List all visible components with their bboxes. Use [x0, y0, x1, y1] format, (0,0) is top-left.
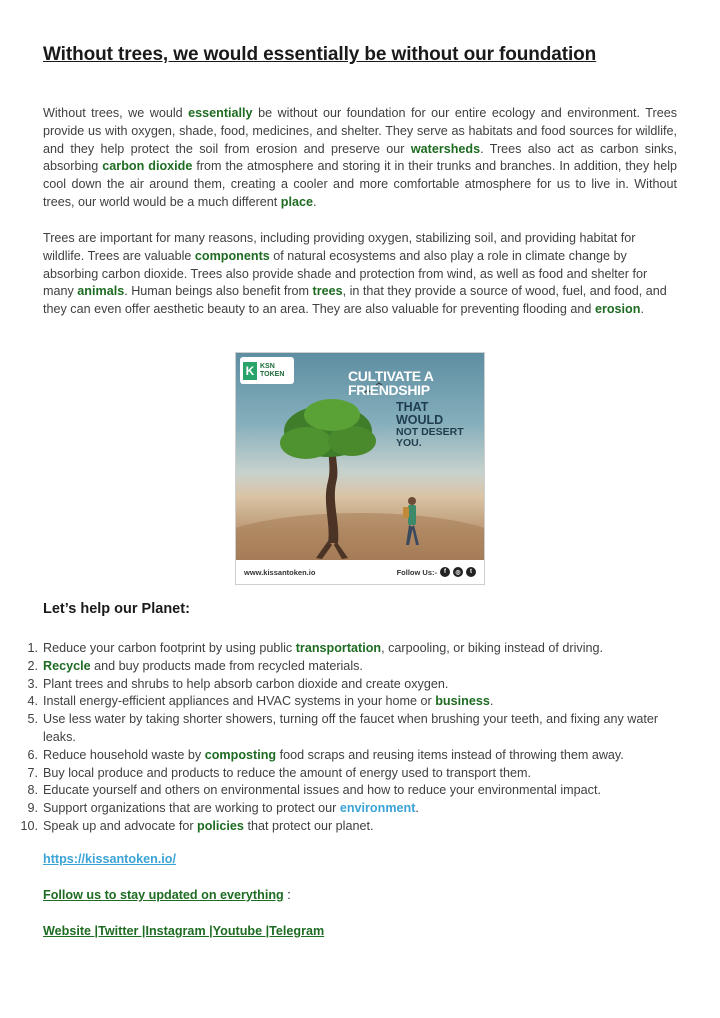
- list-number: 4.: [27, 694, 38, 709]
- list-item: [0, 818, 680, 836]
- follow-line: [43, 888, 291, 902]
- list-number: 9.: [27, 801, 38, 816]
- promo-poster-image: [235, 352, 485, 585]
- facebook-icon: f: [440, 567, 450, 577]
- keyword-highlight: transportation: [295, 641, 382, 655]
- keyword-highlight: business: [435, 694, 490, 709]
- social-links[interactable]: Website |Twitter |Instagram |Youtube |Telegram: [43, 924, 325, 938]
- keyword-highlight: composting: [204, 747, 277, 762]
- text-run: Plant trees and shrubs to help absorb carbon dioxide and create oxygen.: [43, 676, 449, 691]
- list-number: 6.: [27, 747, 38, 762]
- poster-sub-line1: THAT WOULD: [396, 400, 444, 427]
- text-run: be without our foundation for our entire ecology and environment. Trees provide us with oxygen, shade, food, medicines, and shelter. They serve as habitats and food sources for wildlife, and they help protect the soil from erosion and preserve our: [43, 106, 677, 156]
- text-run: .: [489, 694, 494, 709]
- list-item: [0, 711, 680, 747]
- text-run: Install energy-efficient appliances and HVAC systems in your home or: [43, 694, 436, 709]
- text-run: from the atmosphere and storing it in their trunks and branches. In addition, they help cool down the air around them, creating a cooler and more comfortable atmosphere for us to live in. Without trees, our world would be a much different: [43, 159, 678, 209]
- list-number: 1.: [27, 641, 38, 655]
- text-run: Use less water by taking shorter showers, turning off the faucet when brushing your teeth, and fixing any water leaks.: [43, 712, 659, 744]
- keyword-highlight: environment: [339, 801, 416, 816]
- list-item: [0, 765, 680, 783]
- text-run: Without trees, we would: [43, 106, 189, 120]
- text-run: and buy products made from recycled materials.: [90, 658, 363, 673]
- logo-text: KSN TOKEN: [260, 362, 285, 378]
- list-item: [0, 747, 680, 765]
- page-title: Without trees, we would essentially be without our foundation: [43, 44, 597, 65]
- intro-paragraph: [43, 105, 677, 212]
- text-run: .: [415, 801, 419, 816]
- list-item: [0, 693, 680, 711]
- section-heading: Let’s help our Planet:: [43, 601, 190, 617]
- text-run: , carpooling, or biking instead of driving.: [381, 641, 604, 655]
- poster-sub-line2: NOT DESERT YOU.: [396, 426, 464, 449]
- keyword-highlight: animals: [77, 284, 125, 299]
- text-run: Reduce household waste by: [43, 747, 205, 762]
- list-number: 2.: [27, 658, 38, 673]
- logo-mark: K: [243, 362, 257, 380]
- twitter-icon: t: [466, 567, 476, 577]
- poster-footer: [236, 560, 484, 584]
- text-run: Buy local produce and products to reduce the amount of energy used to transport them.: [43, 765, 531, 780]
- list-number: 3.: [27, 676, 38, 691]
- text-run: Speak up and advocate for: [43, 818, 198, 833]
- list-item: [0, 640, 680, 658]
- keyword-highlight: place: [280, 194, 313, 209]
- poster-follow-label: Follow Us:-: [396, 567, 437, 577]
- list-number: 5.: [27, 712, 38, 727]
- list-number: 10.: [20, 818, 38, 833]
- text-run: of natural ecosystems and also play a role in climate change by absorbing carbon dioxide. Trees also provide shade and protection from wind, as well as food and shelter for many: [43, 248, 648, 299]
- text-run: . Trees also act as carbon sinks, absorbing: [43, 141, 677, 174]
- tips-list: [0, 640, 680, 836]
- list-item: [0, 800, 680, 818]
- keyword-highlight: carbon dioxide: [102, 159, 193, 174]
- follow-link[interactable]: Follow us to stay updated on everything: [43, 888, 284, 902]
- follow-colon: :: [283, 888, 291, 902]
- text-run: , in that they provide a source of wood, fuel, and food, and they can even offer aesthetic beauty to an area. They are also valuable for preventing flooding and: [43, 284, 667, 317]
- list-item: [0, 676, 680, 694]
- text-run: .: [640, 302, 644, 317]
- keyword-highlight: essentially: [188, 106, 253, 120]
- instagram-icon: ◎: [453, 567, 463, 577]
- text-run: Support organizations that are working to protect our: [43, 801, 340, 816]
- list-item: [0, 782, 680, 800]
- keyword-highlight: Recycle: [43, 658, 91, 673]
- list-item: [0, 658, 680, 676]
- text-run: Reduce your carbon footprint by using public: [43, 641, 296, 655]
- keyword-highlight: policies: [197, 818, 244, 833]
- importance-paragraph: [43, 230, 677, 319]
- ksn-token-logo: [240, 357, 294, 384]
- text-run: Trees are important for many reasons, including providing oxygen, stabilizing soil, and providing habitat for wildlife. Trees are valuable: [43, 231, 636, 263]
- text-run: Educate yourself and others on environmental issues and how to reduce your environmental impact.: [43, 783, 601, 798]
- poster-url: www.kissantoken.io: [244, 567, 316, 577]
- keyword-highlight: watersheds: [410, 141, 481, 156]
- keyword-highlight: components: [194, 248, 270, 263]
- text-run: . Human beings also benefit from: [124, 284, 313, 299]
- text-run: food scraps and reusing items instead of throwing them away.: [276, 747, 624, 762]
- website-link[interactable]: https://kissantoken.io/: [43, 852, 176, 866]
- text-run: that protect our planet.: [243, 818, 374, 833]
- poster-subheadline: [396, 401, 476, 449]
- poster-follow: [397, 567, 476, 577]
- list-number: 8.: [27, 783, 38, 798]
- text-run: .: [313, 194, 317, 209]
- list-number: 7.: [27, 765, 38, 780]
- keyword-highlight: trees: [312, 284, 343, 299]
- keyword-highlight: erosion: [594, 302, 641, 317]
- poster-headline: CULTIVATE A FRIENDSHIP: [348, 368, 434, 398]
